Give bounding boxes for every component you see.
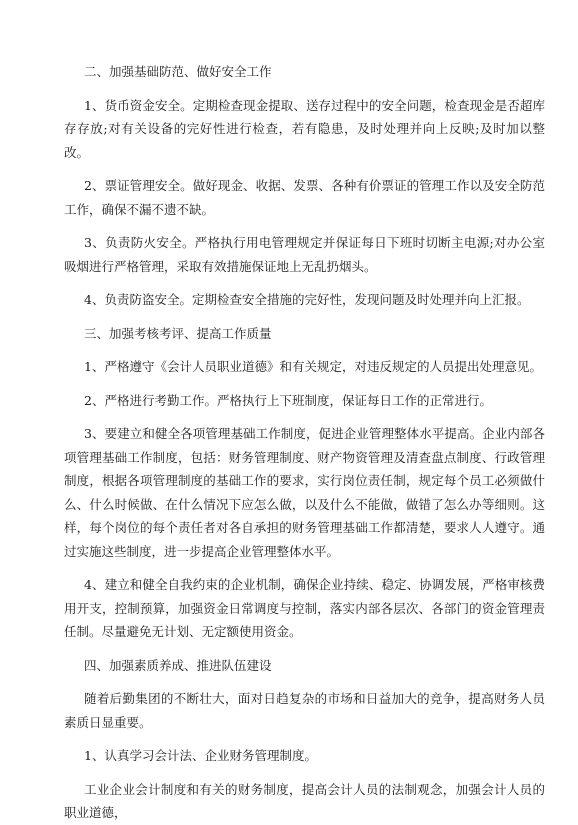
paragraph-fire-safety: 3、负责防火安全。严格执行用电管理规定并保证每日下班时切断主电源;对办公室吸烟进行严格管理，采取有效措施保证地上无乱扔烟头。 bbox=[64, 235, 545, 274]
paragraph-ethics: 1、严格遵守《会计人员职业道德》和有关规定，对违反规定的人员提出处理意见。 bbox=[84, 359, 542, 374]
paragraph-staff-quality: 随着后勤集团的不断壮大，面对日趋复杂的市场和日益加大的竞争，提高财务人员素质日显重要。 bbox=[64, 691, 545, 730]
paragraph-voucher-safety: 2、票证管理安全。做好现金、收据、发票、各种有价票证的管理工作以及安全防范工作，确保不漏不遗不缺。 bbox=[64, 178, 545, 217]
paragraph-accounting-system: 工业企业会计制度和有关的财务制度，提高会计人员的法制观念，加强会计人员的职业道德， bbox=[64, 781, 545, 820]
section-heading-3: 三、加强考核考评、提高工作质量 bbox=[84, 325, 272, 341]
paragraph-theft-safety: 4、负责防盗安全。定期检查安全措施的完好性，发现问题及时处理并向上汇报。 bbox=[84, 292, 530, 307]
paragraph-management-system: 3、要建立和健全各项管理基础工作制度，促进企业管理整体水平提高。企业内部各项管理基础工作制度，包括：财务管理制度、财产物资管理及清查盘点制度、行政管理制度，根据各项管理制度的基础工作的要求，实行岗位责任制，规定每个员工必须做什么、什么时候做、在什么情况下应怎么做，以及什么不能做，做错了怎么办等细则。这样，每个岗位的每个责任者对各自承担的财务管理基础工作都清楚，要求人人遵守。通过实施这些制度，进一步提高企业管理整体水平。 bbox=[64, 426, 545, 559]
paragraph-attendance: 2、严格进行考勤工作。严格执行上下班制度，保证每日工作的正常进行。 bbox=[84, 392, 492, 408]
section-heading-2: 二、加强基础防范、做好安全工作 bbox=[84, 64, 272, 79]
section-heading-4: 四、加强素质养成、推进队伍建设 bbox=[84, 657, 272, 673]
paragraph-self-restraint: 4、建立和健全自我约束的企业机制，确保企业持续、稳定、协调发展，严格审核费用开支，控制预算，加强资金日常调度与控制，落实内部各层次、各部门的资金管理责任制。尽量避免无计划、无定额使用资金。 bbox=[64, 577, 545, 639]
paragraph-study-law: 1、认真学习会计法、企业财务管理制度。 bbox=[84, 748, 317, 763]
paragraph-cash-safety: 1、货币资金安全。定期检查现金提取、送存过程中的安全问题，检查现金是否超库存存放;对有关设备的完好性进行检查，若有隐患，及时处理并向上反映;及时加以整改。 bbox=[64, 97, 545, 160]
